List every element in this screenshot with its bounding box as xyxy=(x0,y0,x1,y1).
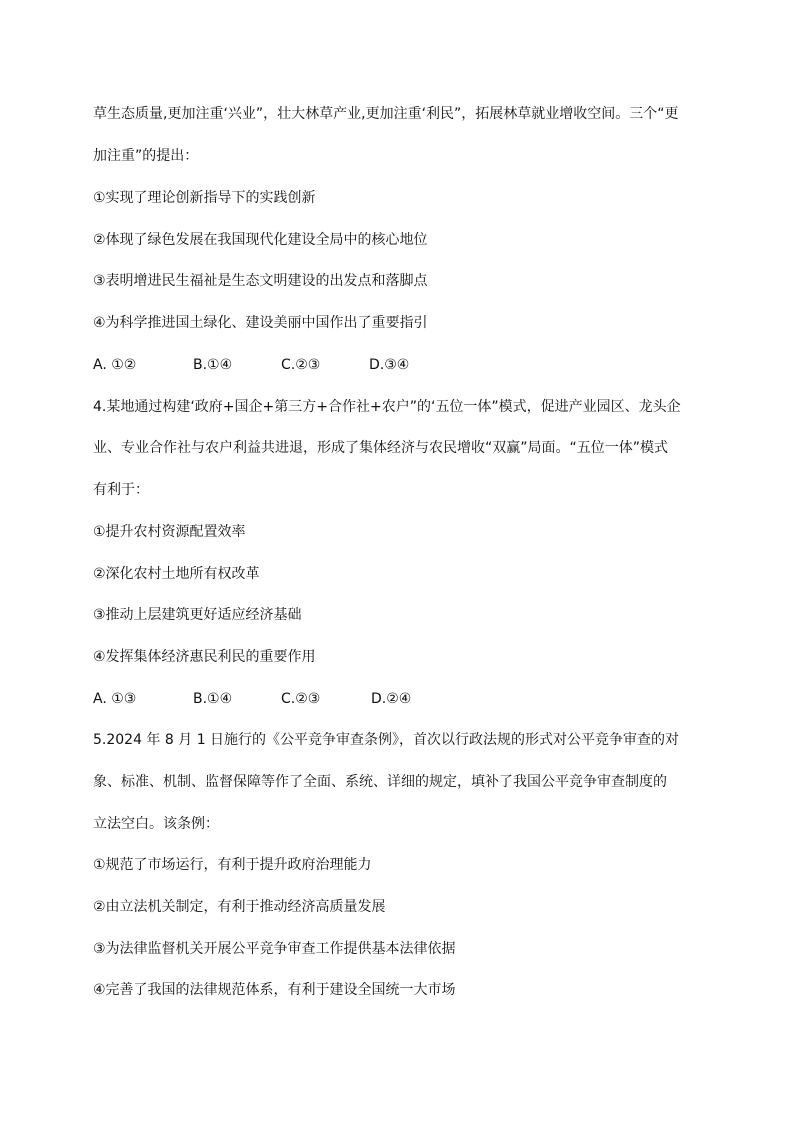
q4-stem-line-3: 有利于： xyxy=(93,482,149,498)
q3-choice-a: A. ①② xyxy=(93,357,137,373)
q4-choice-b: B.①④ xyxy=(193,691,233,707)
q5-stem-line-2: 象、标准、机制、监督保障等作了全面、系统、详细的规定，填补了我国公平竞争审查制度的 xyxy=(93,774,667,790)
q4-option-3: ③推动上层建筑更好适应经济基础 xyxy=(93,607,302,623)
q5-option-1: ①规范了市场运行，有利于提升政府治理能力 xyxy=(93,857,372,873)
q3-choice-b: B.①④ xyxy=(193,357,233,373)
q3-option-3: ③表明增进民生福祉是生态文明建设的出发点和落脚点 xyxy=(93,273,428,289)
q5-option-3: ③为法律监督机关开展公平竞争审查工作提供基本法律依据 xyxy=(93,941,456,957)
q5-option-4: ④完善了我国的法律规范体系，有利于建设全国统一大市场 xyxy=(93,982,456,998)
q4-choice-c: C.②③ xyxy=(281,691,321,707)
q4-option-1: ①提升农村资源配置效率 xyxy=(93,524,246,540)
q3-option-2: ②体现了绿色发展在我国现代化建设全局中的核心地位 xyxy=(93,232,428,248)
q3-choice-d: D.③④ xyxy=(369,357,410,373)
q5-stem-line-3: 立法空白。该条例： xyxy=(93,816,219,832)
q3-stem-line-2: 加注重”的提出： xyxy=(93,148,199,164)
q4-choice-a: A. ①③ xyxy=(93,691,137,707)
q3-stem-line-1: 草生态质量,更加注重‘兴业”，壮大林草产业,更加注重‘利民”，拓展林草就业增收空间。三个“更 xyxy=(93,106,679,122)
q3-option-1: ①实现了理论创新指导下的实践创新 xyxy=(93,190,316,206)
q4-stem-line-2: 业、专业合作社与农户利益共进退，形成了集体经济与农民增收“双赢”局面。“五位一体”模式 xyxy=(93,440,669,456)
q5-option-2: ②由立法机关制定，有利于推动经济高质量发展 xyxy=(93,899,386,915)
q4-option-4: ④发挥集体经济惠民利民的重要作用 xyxy=(93,649,316,665)
q4-stem-line-1: 4.某地通过构建‘政府+国企+第三方+合作社+农户”的‘五位一体”模式，促进产业园区、龙头企 xyxy=(93,399,681,415)
q4-option-2: ②深化农村土地所有权改革 xyxy=(93,566,260,582)
q4-choice-d: D.②④ xyxy=(371,691,412,707)
q3-choice-c: C.②③ xyxy=(281,357,321,373)
q3-option-4: ④为科学推进国土绿化、建设美丽中国作出了重要指引 xyxy=(93,315,428,331)
q5-stem-line-1: 5.2024 年 8 月 1 日施行的《公平竞争审查条例》，首次以行政法规的形式对公平竞争审查的对 xyxy=(93,732,680,748)
